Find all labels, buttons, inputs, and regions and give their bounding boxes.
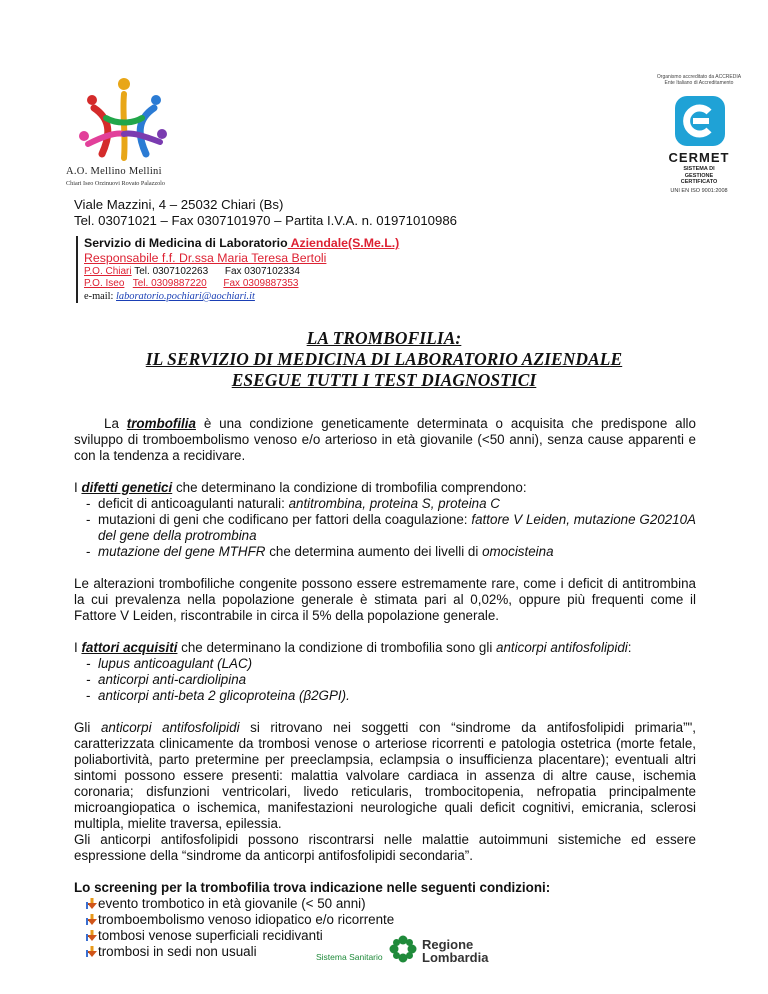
chiari-tel: Tel. 0307102263 (131, 266, 209, 277)
service-title (84, 236, 399, 251)
contact-line: Tel. 03071021 – Fax 0307101970 – Partita I.V.A. n. 01971010986 (74, 213, 457, 228)
list-item: - anticorpi anti-beta 2 glicoproteina (β2GPI). (86, 688, 696, 704)
chiari-fax: Fax 0307102334 (224, 266, 300, 277)
title-line-2: IL SERVIZIO DI MEDICINA DI LABORATORIO AZIENDALE (145, 349, 623, 369)
iseo-link[interactable]: P.O. Iseo (84, 278, 125, 289)
arrow-down-icon (86, 930, 98, 942)
document-title (0, 328, 768, 391)
term-trombofilia: trombofilia (126, 416, 196, 431)
footer-logo (316, 932, 516, 968)
certified-system-text: SISTEMA DI GESTIONE CERTIFICATO (680, 166, 718, 185)
certification-logo (653, 74, 745, 202)
responsabile-link[interactable]: Responsabile f.f. Dr.ssa Maria Teresa Bertoli (84, 251, 327, 265)
arrow-down-icon (86, 946, 98, 958)
paragraph-secondary: Gli anticorpi antifosfolipidi possono riscontrarsi nelle malattie autoimmuni sistemiche ed essere espressione della “sindrome da anticorpi antifosfolipidi secondaria”. (74, 832, 696, 863)
org-name: A.O. Mellino Mellini (66, 166, 162, 177)
paragraph-antiphospholipid: Gli anticorpi antifosfolipidi si ritrovano nei soggetti con “sindrome da antifosfolipidi primaria”", caratterizzata clinicamente da trombosi venose o arteriose ricorrenti e patologia ostetrica (morte fetale, poliabortività, parto pretermine per preeclampsia, eclampsia o insufficienza placentare); eventuali altri sintomi possono essere presenti: malattia valvolare cardiaca in assenza di altre cause, ischemia coronaria; disfunzioni ventricolari, livedo reticularis, trombocitopenia, nefropatia principalmente microangiopatica o ischemica, manifestazioni neurologiche quali deficit cognitivi, emicrania, sclerosi multipla, mielite traversa, epilessia. (74, 720, 697, 831)
document-body (74, 416, 696, 960)
genetic-defects-list (74, 496, 696, 560)
paragraph-acquired: I fattori acquisiti che determinano la condizione di trombofilia sono gli anticorpi antifosfolipidi: (74, 640, 632, 655)
cermet-emblem-icon (675, 96, 725, 146)
list-item: - deficit di anticoagulanti naturali: antitrombina, proteina S, proteina C (86, 496, 696, 512)
service-info (76, 236, 399, 303)
screening-item (86, 896, 696, 912)
email-line (84, 290, 399, 303)
acquired-factors-list (74, 656, 696, 704)
cermet-brand: CERMET (668, 150, 730, 165)
screening-item-text: tromboembolismo venoso idiopatico e/o ricorrente (98, 912, 395, 927)
screening-item-text: evento trombotico in età giovanile (< 50 anni) (98, 896, 366, 911)
chiari-link[interactable]: P.O. Chiari (84, 266, 132, 277)
address-block (74, 197, 457, 229)
regione-lombardia-text (422, 938, 488, 964)
paragraph-definition: La trombofilia è una condizione geneticamente determinata o acquisita che predispone allo sviluppo di tromboembolismo venoso e/o arterioso in età giovanile (<50 anni), senza cause apparenti e con la tendenza a recidivare. (74, 416, 696, 463)
accreditation-text: Organismo accreditato da ACCREDIA Ente Italiano di Accreditamento (656, 74, 742, 86)
iseo-fax-link[interactable]: Fax 0309887353 (223, 278, 299, 289)
screening-title: Lo screening per la trombofilia trova indicazione nelle seguenti condizioni: (74, 880, 551, 895)
iseo-contacts (84, 278, 399, 290)
lombardia-line: Lombardia (422, 950, 489, 965)
hospital-logo (56, 74, 206, 194)
email-link[interactable]: laboratorio.pochiari@aochiari.it (116, 291, 255, 302)
service-title-text: Servizio di Medicina di Laboratorio (84, 236, 288, 250)
list-item: - mutazione del gene MTHFR che determina aumento dei livelli di omocisteina (86, 544, 696, 560)
hospital-emblem-icon (64, 74, 184, 164)
list-item: - lupus anticoagulant (LAC) (86, 656, 696, 672)
screening-item-text: tombosi venose superficiali recidivanti (98, 928, 323, 943)
screening-item (86, 912, 696, 928)
term-acquired-factors: fattori acquisiti (81, 640, 178, 655)
regione-line: Regione (422, 937, 474, 952)
arrow-down-icon (86, 914, 98, 926)
list-item: - anticorpi anti-cardiolipina (86, 672, 696, 688)
term-genetic-defects: difetti genetici (81, 480, 173, 495)
iso-standard-text: UNI EN ISO 9001:2008 (670, 188, 728, 194)
iseo-tel-link[interactable]: Tel. 0309887220 (132, 278, 207, 289)
title-line-1: LA TROMBOFILIA: (306, 328, 462, 348)
paragraph-genetic: I difetti genetici che determinano la condizione di trombofilia comprendono: (74, 480, 527, 495)
screening-item-text: trombosi in sedi non usuali (98, 944, 257, 959)
title-line-3: ESEGUE TUTTI I TEST DIAGNOSTICI (231, 370, 537, 390)
sistema-sanitario-text: Sistema Sanitario (316, 952, 383, 962)
lombardia-rose-icon (388, 934, 418, 964)
org-subtitle: Chiari Iseo Orzinuovi Rovato Palazzolo (66, 180, 165, 187)
list-item: - mutazioni di geni che codificano per fattori della coagulazione: fattore V Leiden, mutazione G20210A del gene della protrombina (86, 512, 696, 544)
address-line: Viale Mazzini, 4 – 25032 Chiari (Bs) (74, 197, 284, 212)
paragraph-prevalence: Le alterazioni trombofiliche congenite possono essere estremamente rare, come i deficit di antitrombina la cui prevalenza nella popolazione generale è stimata pari al 0,02%, oppure più frequenti come il Fattore V Leiden, riscontrabile in circa il 5% della popolazione generale. (74, 576, 696, 623)
chiari-contacts (84, 266, 399, 278)
service-title-link[interactable]: Aziendale(S.Me.L.) (287, 236, 400, 250)
email-label: e-mail: (84, 291, 117, 302)
arrow-down-icon (86, 898, 98, 910)
